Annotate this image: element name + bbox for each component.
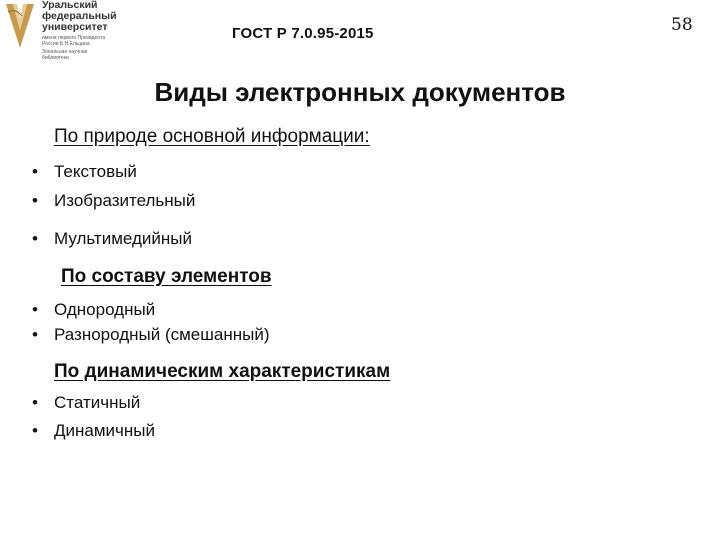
list-item: • Динамичный bbox=[32, 421, 155, 440]
section-heading-composition: По составу элементов bbox=[61, 266, 272, 287]
list-item: • Мультимедийный bbox=[32, 229, 192, 248]
list-item: • Разнородный (смешанный) bbox=[32, 325, 270, 344]
list-item: • Текстовый bbox=[32, 162, 137, 181]
slide-title: Виды электронных документов bbox=[154, 77, 566, 107]
logo-line-2: федеральный bbox=[42, 10, 117, 22]
list-item: • Статичный bbox=[32, 393, 141, 412]
logo-subtitle-2: России Б.Н.Ельцина bbox=[42, 41, 90, 47]
list-item: • Изобразительный bbox=[32, 191, 196, 210]
list-item: • Однородный bbox=[32, 300, 156, 319]
section-heading-nature: По природе основной информации: bbox=[54, 126, 370, 147]
logo-subtitle-3: Зональная научная bbox=[42, 49, 88, 55]
logo-subtitle-1: имени первого Президента bbox=[42, 35, 106, 41]
university-emblem-icon bbox=[4, 2, 36, 52]
university-logo bbox=[4, 0, 124, 66]
logo-line-3: университет bbox=[42, 21, 108, 33]
logo-line-1: Уральский bbox=[42, 0, 98, 11]
section-heading-dynamics: По динамическим характеристикам bbox=[54, 361, 391, 382]
logo-subtitle-4: библиотека bbox=[42, 55, 69, 61]
standard-label: ГОСТ Р 7.0.95-2015 bbox=[232, 25, 374, 42]
page-number: 58 bbox=[671, 15, 693, 35]
